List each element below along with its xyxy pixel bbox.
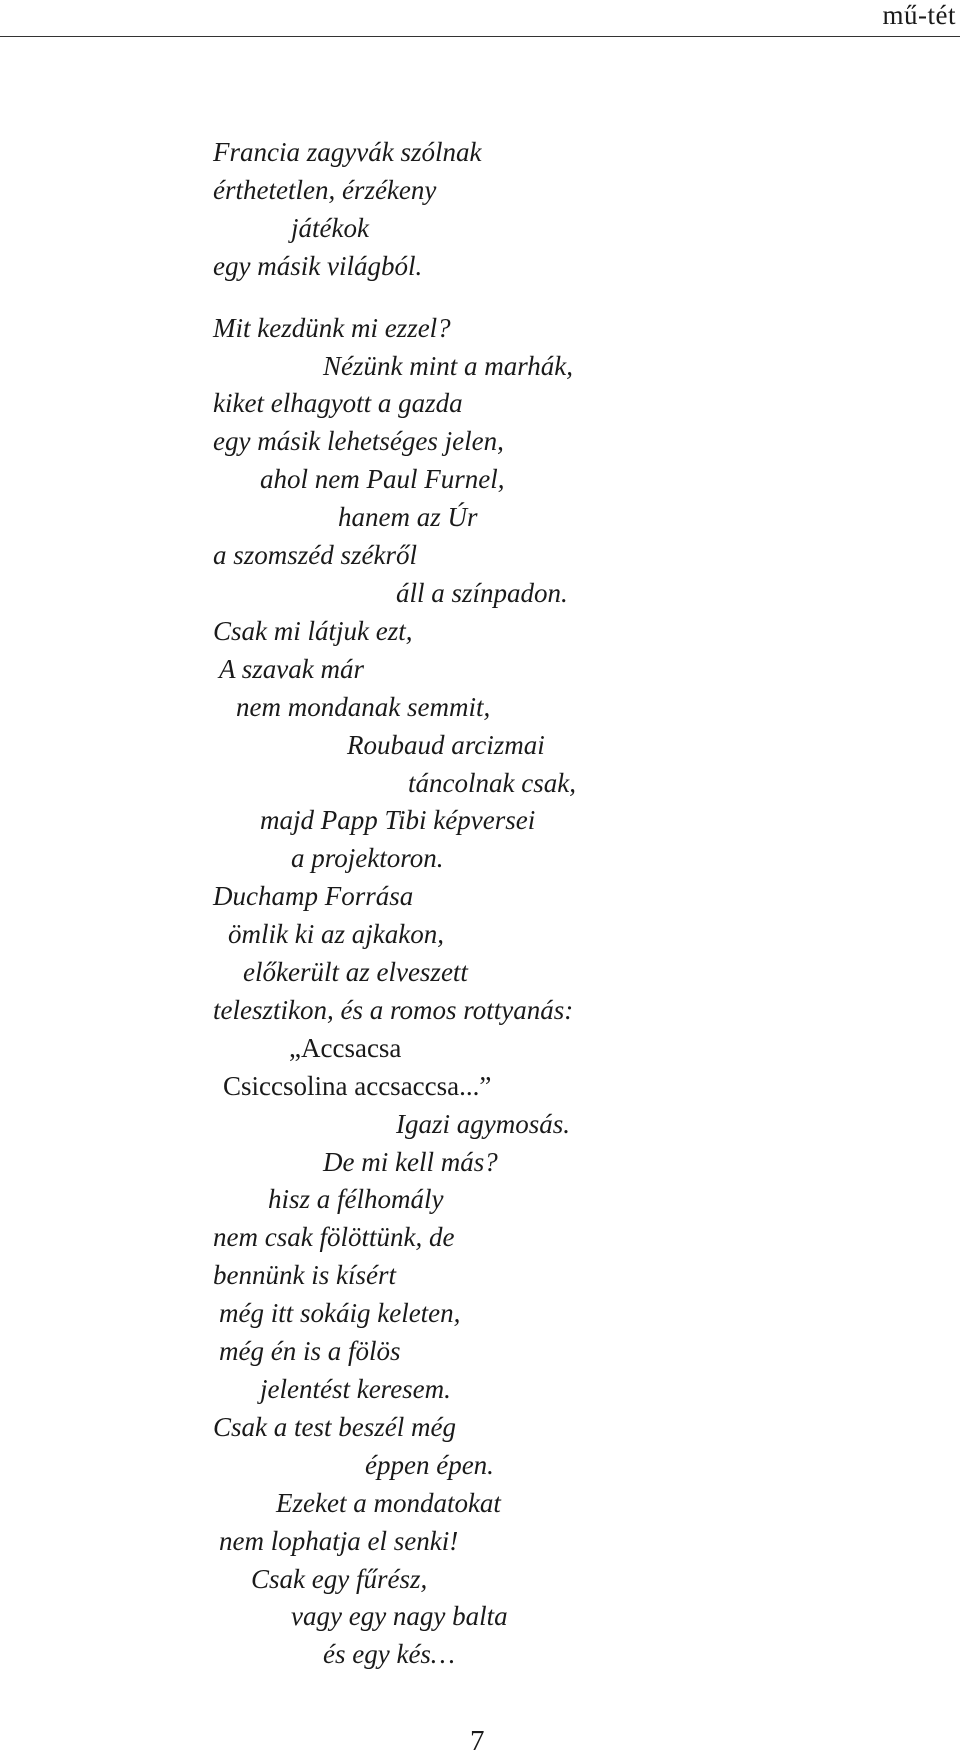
poem-line: Mit kezdünk mi ezzel?: [213, 312, 451, 343]
poem-line: Csiccsolina accsaccsa...”: [223, 1070, 492, 1101]
poem-line: Ezeket a mondatokat: [276, 1487, 501, 1518]
poem-line: Igazi agymosás.: [396, 1108, 570, 1139]
poem-line: majd Papp Tibi képversei: [260, 805, 536, 836]
poem-line: bennünk is kísért: [213, 1260, 396, 1291]
poem-line: a szomszéd székről: [213, 540, 418, 571]
poem-line: ahol nem Paul Furnel,: [260, 464, 505, 495]
page-number: 7: [470, 1725, 485, 1757]
poem-line: „Accsacsa: [289, 1032, 402, 1063]
poem-line: kiket elhagyott a gazda: [213, 388, 463, 419]
poem-line: nem mondanak semmit,: [236, 691, 491, 722]
poem: [213, 134, 576, 1674]
poem-line: Roubaud arcizmai: [347, 729, 545, 760]
poem-line: Csak a test beszél még: [213, 1411, 456, 1442]
poem-line: Francia zagyvák szólnak: [213, 137, 482, 167]
poem-line: éppen épen.: [365, 1449, 494, 1480]
poem-line: De mi kell más?: [323, 1146, 498, 1177]
poem-line: vagy egy nagy balta: [291, 1601, 508, 1632]
poem-line: egy másik világból.: [213, 250, 423, 281]
stanza-break: [213, 286, 573, 310]
header-rule: [0, 36, 960, 37]
poem-line: A szavak már: [219, 653, 364, 684]
poem-line: hanem az Úr: [338, 502, 478, 533]
poem-line: játékok: [291, 212, 369, 243]
poem-line: érthetetlen, érzékeny: [213, 174, 437, 205]
poem-line: táncolnak csak,: [408, 767, 576, 798]
poem-line: telesztikon, és a romos rottyanás:: [213, 994, 574, 1025]
poem-line: nem csak fölöttünk, de: [213, 1222, 455, 1253]
poem-line: a projektoron.: [291, 843, 444, 874]
poem-line: nem lophatja el senki!: [219, 1525, 459, 1556]
poem-line: és egy kés…: [323, 1639, 455, 1670]
poem-line: Csak mi látjuk ezt,: [213, 615, 413, 646]
poem-line: hisz a félhomály: [268, 1184, 444, 1215]
running-header: mű-tét: [882, 0, 956, 30]
poem-line: előkerült az elveszett: [243, 957, 468, 988]
poem-line: jelentést keresem.: [260, 1374, 451, 1404]
poem-line: még én is a fölös: [219, 1336, 401, 1367]
poem-line: Duchamp Forrása: [213, 881, 414, 912]
poem-line: áll a színpadon.: [396, 577, 568, 608]
poem-line: ömlik ki az ajkakon,: [228, 919, 444, 950]
poem-line: Csak egy fűrész,: [251, 1563, 428, 1594]
poem-line: egy másik lehetséges jelen,: [213, 426, 504, 457]
poem-line: Nézünk mint a marhák,: [323, 350, 573, 381]
poem-line: még itt sokáig keleten,: [219, 1298, 461, 1329]
